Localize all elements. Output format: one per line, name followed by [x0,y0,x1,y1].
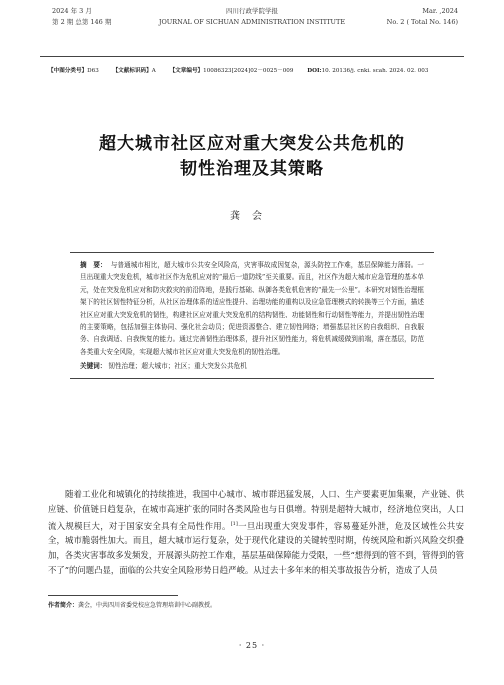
header-issue-en: No. 2 ( Total No. 146) [386,18,458,26]
header-right [387,6,458,28]
journal-name-en: JOURNAL OF SICHUAN ADMINISTRATION INSTITUTE [158,18,346,26]
doc-code-value: A [151,68,156,74]
body-paragraph [48,487,464,578]
footnote-text: 龚会，中共四川省委党校应急管理培训中心副教授。 [78,602,217,609]
article-title [0,132,504,182]
doi-value[interactable]: 10. 20136/j. cnki. scah. 2024. 02. 003 [321,68,429,74]
classification-line [48,66,464,74]
title-line-1: 超大城市社区应对重大突发公共危机的 [99,134,405,154]
page-number: · 25 · [238,641,266,650]
journal-name-cn: 四川行政学院学报 [226,7,278,15]
clc-value: D63 [87,68,99,74]
title-line-2: 韧性治理及其策略 [180,159,324,179]
keywords [80,360,424,372]
abstract-text: 与普通城市相比，超大城市公共安全风险高，灾害事故成因复杂，源头防控工作难，基层保障能力薄弱。一旦出现重大突发危机，城市社区作为危机应对的“最后一道防线”至关重要。而且，社区作为超大城市应急管理的基本单元，处在突发危机应对和防灾救灾的前沿阵地，是践行基础、纵御各类危机危害的“最先一公里”。本研究对韧性治理框架下的社区韧性特征分析，从社区治理体系的适应性提升、治理功能的重构以及应急管理模式的转换等三个方面，描述社区应对重大突发危机的韧性，构建社区应对重大突发危机的结构韧性、功能韧性和行动韧性等能力，并提出韧性治理的主要策略，包括加强主体协同、强化社会动员；促进资源整合、建立韧性网络；增强基层社区的自我组织、自我服务、自我调适、自我恢复的能力。通过完善韧性治理体系，提升社区韧性能力，将危机减缓做到前端，落在基层，防范各类重大安全风险，实现超大城市社区应对重大突发危机的韧性治理。 [80,261,425,356]
abstract [80,259,424,358]
clc-label: 【中图分类号】 [48,68,88,74]
footnote-label: 作者简介： [48,602,79,609]
abstract-label: 摘 要： [80,261,107,269]
article-no-value: 10086323[2024]02－0025－009 [203,68,294,74]
footnote-divider [48,595,178,596]
doi-label: DOI: [307,68,322,74]
header-date: 2024 年 3 月 [52,7,92,15]
author-name: 龚会 [230,211,274,222]
article-no-label: 【文章编号】 [169,68,204,74]
author-footnote [48,600,216,609]
body-text-part-1: 随着工业化和城镇化的持续推进，我国中心城市、城市群迅猛发展，人口、生产要素更加集聚，产业链、供应链、价值链日趋复杂，在城市高速扩张的同时各类风险也与日俱增。特别是超特大城市，经济地位突出，人口流入规模巨大，对于国家安全具有全局性作用。 [48,489,464,531]
header-issue: 第 2 期 总第 146 期 [52,18,112,26]
running-header [40,6,464,46]
doc-code-label: 【文献标识码】 [112,68,152,74]
header-date-en: Mar. ,2024 [422,7,458,15]
body-text-part-2: 一旦出现重大突发事件，容易蔓延外泄，危及区域性公共安全，城市脆弱性加大。而且，超大城市运行复杂，处于现代化建设的关键转型时期，传统风险和新兴风险交织叠加，各类灾害事故多发频发，开展源头防控工作难，基层基础保障能力受限，一些“想得到的管不到，管得到的管不了”的问题凸显，面临的公共安全风险形势日趋严峻。从过去十多年来的相关事故报告分析，造成了人员 [48,520,464,575]
keywords-label: 关键词： [80,362,107,371]
citation-ref[interactable]: [1] [230,520,238,527]
keywords-text: 韧性治理；超大城市；社区；重大突发公共危机 [108,362,247,371]
header-divider [40,56,464,57]
abstract-box [70,252,434,379]
